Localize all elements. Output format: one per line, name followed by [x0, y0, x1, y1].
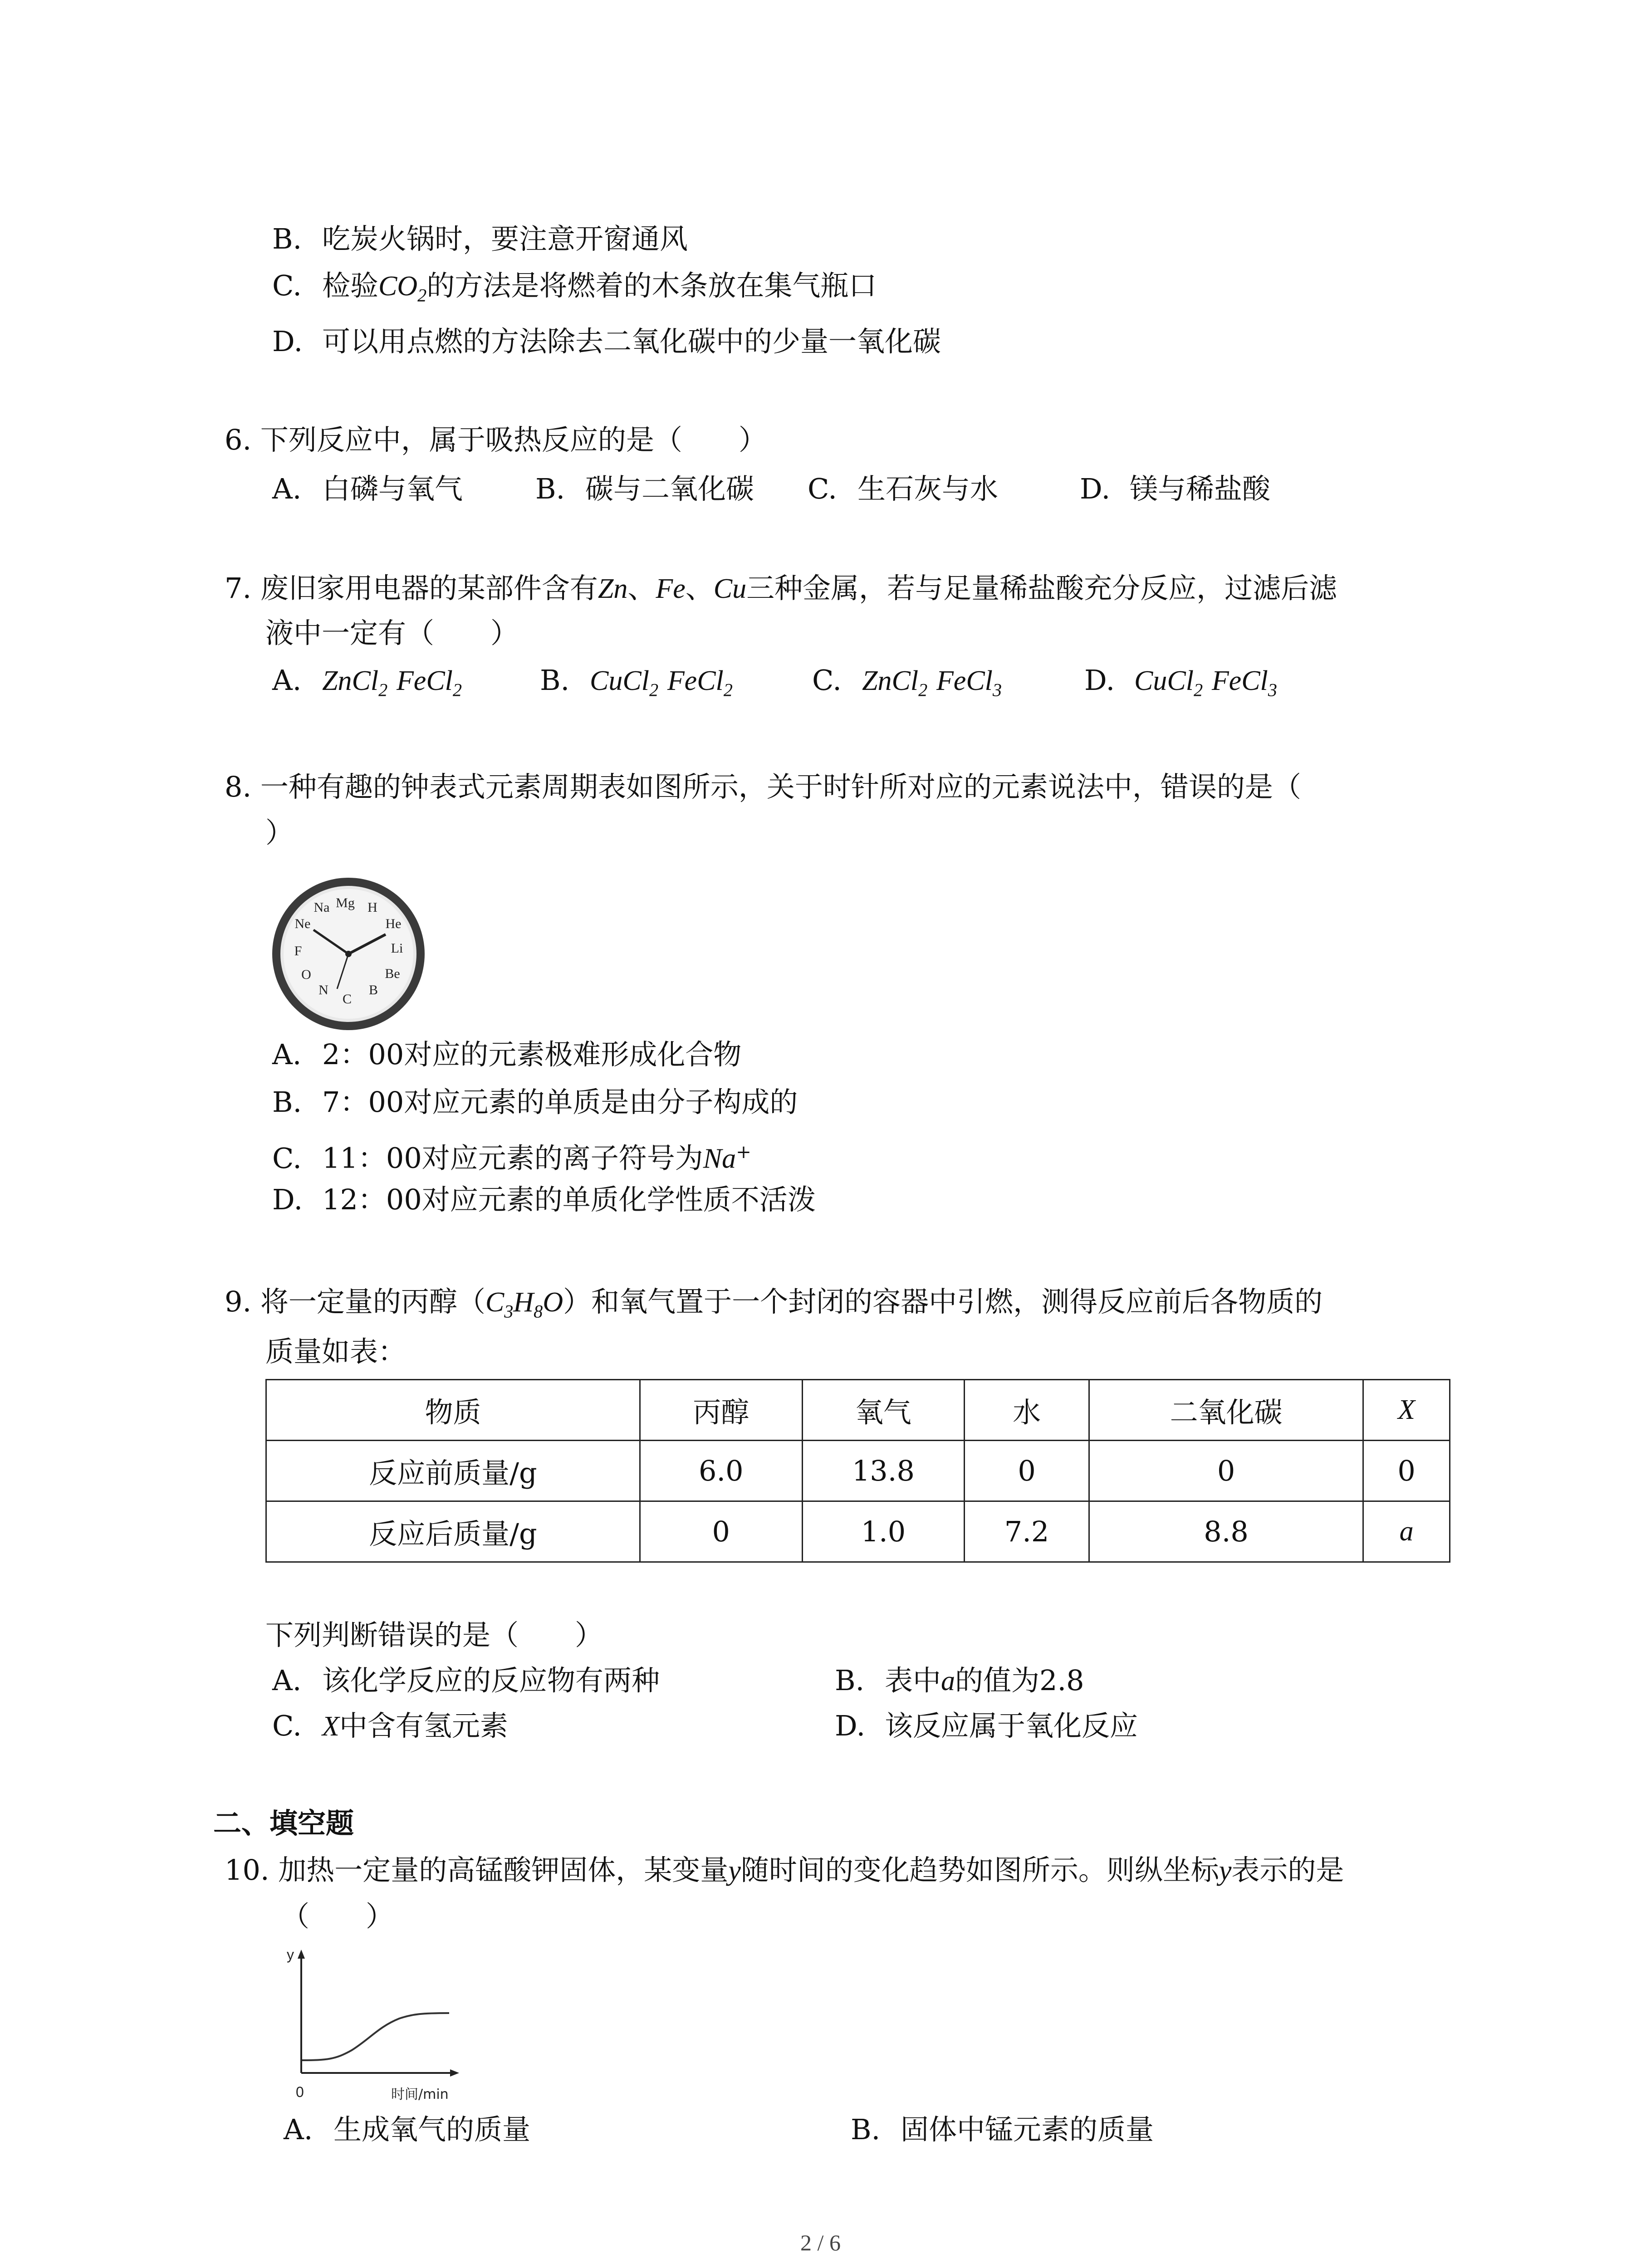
table-cell: 0: [640, 1501, 802, 1562]
table-cell: 13.8: [802, 1441, 965, 1501]
graph-x-label: 时间/min: [391, 2087, 449, 2102]
table-cell: 0: [965, 1441, 1089, 1501]
graph-y-arrow: [298, 1950, 305, 1959]
table-header-cell: 物质: [266, 1380, 640, 1441]
q5-option-d: D. 可以用点燃的方法除去二氧化碳中的少量一氧化碳: [272, 325, 941, 358]
graph-y-label: y: [287, 1946, 294, 1963]
q5-option-c: C. 检验$CO_2$的方法是将燃着的木条放在集气瓶口: [272, 269, 877, 306]
table-cell: 8.8: [1089, 1501, 1363, 1562]
table-header-row: [266, 1380, 1450, 1441]
q10-stem-line2: （ ）: [281, 1900, 394, 1933]
section-heading: 二、填空题: [213, 1807, 354, 1840]
page-number: 2 / 6: [800, 2230, 841, 2255]
q6-options: A. 白磷与氧气 B. 碳与二氧化碳 C. 生石灰与水 D. 镁与稀盐酸: [272, 472, 1271, 505]
q8-option-d: D. 12：00对应元素的单质化学性质不活泼: [272, 1183, 816, 1216]
q9-options-row2: C. X中含有氢元素 D. 该反应属于氧化反应: [272, 1709, 1138, 1742]
table-cell: 0: [1089, 1441, 1363, 1501]
table-cell: 0: [1363, 1441, 1450, 1501]
q10-stem-line1: 10. 加热一定量的高锰酸钾固体，某变量y随时间的变化趋势如图所示。则纵坐标y表示的是: [225, 1853, 1344, 1887]
q8-stem-line1: 8. 一种有趣的钟表式元素周期表如图所示，关于时针所对应的元素说法中，错误的是（: [225, 770, 1301, 803]
table-cell: 6.0: [640, 1441, 802, 1501]
table-row: [266, 1441, 1450, 1501]
table-header-cell: 氧气: [802, 1380, 965, 1441]
q6-stem: 6. 下列反应中，属于吸热反应的是（ ）: [225, 423, 767, 456]
clock-label-o: O: [301, 967, 311, 982]
q8-option-b: B. 7：00对应元素的单质是由分子构成的: [272, 1085, 798, 1119]
clock-label-n: N: [318, 982, 328, 997]
table-cell: 反应后质量/g: [266, 1501, 640, 1562]
clock-label-ne: Ne: [294, 916, 311, 931]
q7-options: A. ZnCl$_2$ FeCl$_2$ B. CuCl$_2$ FeCl$_2$ C. ZnCl$_2$ FeCl$_3$ D. CuCl$_2$ FeCl$_3$: [272, 664, 1277, 700]
q9-stem-line1: 9. 将一定量的丙醇$(C_3H_8O)$和氧气置于一个封闭的容器中引燃，测得反应前后各物质的: [225, 1285, 1323, 1322]
clock-center-pin: [345, 951, 352, 957]
clock-label-na: Na: [314, 900, 330, 915]
q10-trend-graph: [272, 1941, 472, 2109]
table-cell: 1.0: [802, 1501, 965, 1562]
q8-option-a: A. 2：00对应的元素极难形成化合物: [272, 1038, 742, 1071]
clock-label-mg: Mg: [336, 895, 355, 910]
q9-question: 下列判断错误的是（ ）: [265, 1618, 603, 1652]
table-cell: 7.2: [965, 1501, 1089, 1562]
table-row: [266, 1501, 1450, 1562]
table-cell: a: [1363, 1501, 1450, 1562]
table-header-cell: X: [1363, 1380, 1450, 1441]
q10-options: A. 生成氧气的质量 B. 固体中锰元素的质量: [284, 2113, 1154, 2146]
q9-stem-line2: 质量如表：: [265, 1335, 407, 1368]
table-header-cell: 丙醇: [640, 1380, 802, 1441]
table-header-cell: 二氧化碳: [1089, 1380, 1363, 1441]
graph-x-arrow: [450, 2069, 459, 2077]
q7-stem-line1: 7. 废旧家用电器的某部件含有Zn、Fe、Cu三种金属，若与足量稀盐酸充分反应，过滤后滤: [225, 572, 1337, 605]
q8-option-c: C. 11：00对应元素的离子符号为Na+: [272, 1141, 751, 1175]
table-cell: 反应前质量/g: [266, 1441, 640, 1501]
graph-curve: [302, 2013, 449, 2060]
q8-stem-line2: ）: [265, 816, 294, 849]
q9-options-row1: A. 该化学反应的反应物有两种 B. 表中a的值为2.8: [272, 1664, 1084, 1697]
clock-label-f: F: [294, 943, 302, 958]
clock-label-li: Li: [391, 941, 403, 956]
graph-origin-label: 0: [296, 2084, 304, 2100]
q5-option-b: B. 吃炭火锅时，要注意开窗通风: [272, 222, 688, 255]
element-clock-figure: [270, 875, 427, 1032]
clock-label-he: He: [385, 916, 402, 931]
clock-label-h: H: [367, 900, 377, 915]
clock-label-b: B: [368, 982, 378, 997]
clock-label-be: Be: [385, 966, 400, 981]
q9-mass-table: [265, 1379, 1450, 1563]
table-header-cell: 水: [965, 1380, 1089, 1441]
clock-label-c: C: [342, 992, 352, 1007]
q7-stem-line2: 液中一定有（ ）: [265, 616, 519, 650]
